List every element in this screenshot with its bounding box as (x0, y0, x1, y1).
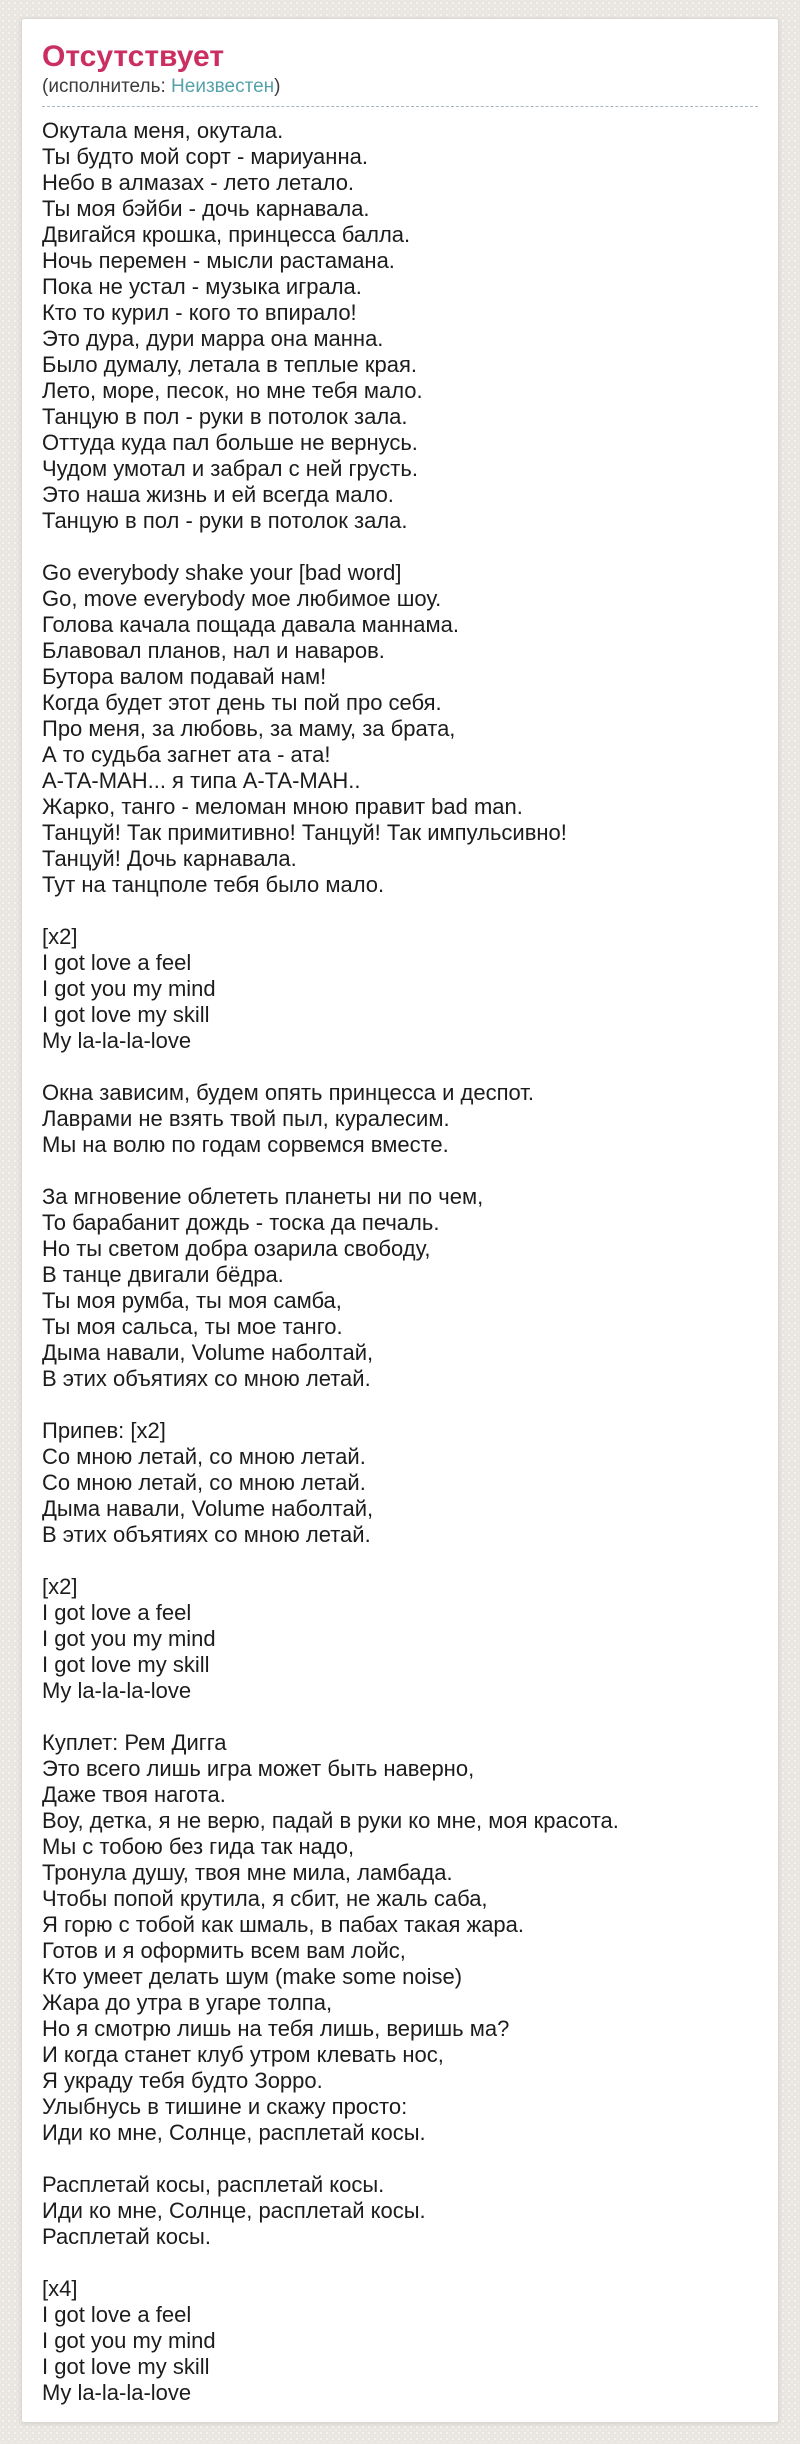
lyric-line: Готов и я оформить всем вам лойс, (42, 1938, 406, 1963)
lyric-line: Пока не устал - музыка играла. (42, 274, 362, 299)
lyric-line: Расплетай косы, расплетай косы. (42, 2172, 385, 2197)
lyric-line: Ночь перемен - мысли растамана. (42, 248, 395, 273)
lyric-line: И когда станет клуб утром клевать нос, (42, 2042, 444, 2067)
lyric-line: I got love my skill (42, 1652, 210, 1677)
lyric-line: [x4] (42, 2276, 78, 2301)
lyric-line: Со мною летай, со мною летай. (42, 1444, 366, 1469)
lyric-line: Блавовал планов, нал и наваров. (42, 638, 385, 663)
lyric-line: Танцуй! Так примитивно! Танцуй! Так импульсивно! (42, 820, 567, 845)
lyric-blank-line (42, 2250, 758, 2276)
lyric-line: Мы на волю по годам сорвемся вместе. (42, 1132, 449, 1157)
lyric-line: Жарко, танго - меломан мною правит bad man. (42, 794, 523, 819)
lyric-line: Жара до утра в угаре толпа, (42, 1990, 333, 2015)
lyric-line: Иди ко мне, Солнце, расплетай косы. (42, 2120, 426, 2145)
lyric-blank-line (42, 534, 758, 560)
lyric-line: Про меня, за любовь, за маму, за брата, (42, 716, 456, 741)
lyric-line: Оттуда куда пал больше не вернусь. (42, 430, 418, 455)
lyric-line: Воу, детка, я не верю, падай в руки ко мне, моя красота. (42, 1808, 619, 1833)
lyric-line: Ты моя румба, ты моя самба, (42, 1288, 342, 1313)
lyric-line: My la-la-la-love (42, 2380, 192, 2405)
lyric-blank-line (42, 1392, 758, 1418)
lyric-line: В этих объятиях со мною летай. (42, 1522, 371, 1547)
lyric-line: Это всего лишь игра может быть наверно, (42, 1756, 475, 1781)
lyric-line: Я горю с тобой как шмаль, в пабах такая жара. (42, 1912, 525, 1937)
lyrics-card (21, 18, 779, 2423)
lyric-line: My la-la-la-love (42, 1678, 192, 1703)
lyric-line: [x2] (42, 1574, 78, 1599)
lyric-blank-line (42, 898, 758, 924)
lyric-blank-line (42, 2146, 758, 2172)
lyric-line: За мгновение облететь планеты ни по чем, (42, 1184, 484, 1209)
lyric-line: Двигайся крошка, принцесса балла. (42, 222, 411, 247)
lyric-line: Ты моя сальса, ты мое танго. (42, 1314, 343, 1339)
lyric-line: Но ты светом добра озарила свободу, (42, 1236, 431, 1261)
lyric-line: I got love my skill (42, 2354, 210, 2379)
lyric-line: Лето, море, песок, но мне тебя мало. (42, 378, 423, 403)
lyric-line: Даже твоя нагота. (42, 1782, 226, 1807)
lyric-line: Танцую в пол - руки в потолок зала. (42, 508, 408, 533)
lyric-line: Ты моя бэйби - дочь карнавала. (42, 196, 370, 221)
lyric-line: I got you my mind (42, 2328, 216, 2353)
lyric-line: Иди ко мне, Солнце, расплетай косы. (42, 2198, 426, 2223)
lyric-blank-line (42, 1704, 758, 1730)
lyrics-body (42, 118, 758, 2406)
lyric-line: Танцуй! Дочь карнавала. (42, 846, 297, 871)
lyric-line: В этих объятиях со мною летай. (42, 1366, 371, 1391)
lyric-line: Окна зависим, будем опять принцесса и деспот. (42, 1080, 534, 1105)
song-title: Отсутствует (42, 40, 225, 73)
lyric-blank-line (42, 1158, 758, 1184)
lyric-line: Припев: [x2] (42, 1418, 166, 1443)
artist-line (42, 76, 758, 107)
artist-label-suffix: ) (274, 76, 281, 97)
lyric-line: Чудом умотал и забрал с ней грусть. (42, 456, 418, 481)
lyric-line: Лаврами не взять твой пыл, куралесим. (42, 1106, 450, 1131)
artist-link[interactable]: Неизвестен (171, 76, 275, 97)
lyric-line: Чтобы попой крутила, я сбит, не жаль саба, (42, 1886, 488, 1911)
lyric-line: Это наша жизнь и ей всегда мало. (42, 482, 394, 507)
lyric-line: Go everybody shake your [bad word] (42, 560, 402, 585)
lyric-line: Дыма навали, Volume наболтай, (42, 1496, 374, 1521)
lyric-line: Улыбнусь в тишине и скажу просто: (42, 2094, 408, 2119)
lyric-line: Go, move everybody мое любимое шоу. (42, 586, 442, 611)
lyric-line: Небо в алмазах - лето летало. (42, 170, 355, 195)
lyric-blank-line (42, 1054, 758, 1080)
lyric-line: Кто умеет делать шум (make some noise) (42, 1964, 463, 1989)
lyric-line: I got you my mind (42, 976, 216, 1001)
lyric-line: Это дура, дури марра она манна. (42, 326, 384, 351)
lyric-line: Но я смотрю лишь на тебя лишь, веришь ма? (42, 2016, 510, 2041)
lyric-blank-line (42, 1548, 758, 1574)
lyric-line: Ты будто мой сорт - мариуанна. (42, 144, 368, 169)
lyric-line: My la-la-la-love (42, 1028, 192, 1053)
lyric-line: Я украду тебя будто Зорро. (42, 2068, 323, 2093)
lyric-line: То барабанит дождь - тоска да печаль. (42, 1210, 440, 1235)
lyric-line: I got love a feel (42, 950, 192, 975)
lyric-line: [x2] (42, 924, 78, 949)
lyric-line: Мы с тобою без гида так надо, (42, 1834, 355, 1859)
lyric-line: А то судьба загнет ата - ата! (42, 742, 331, 767)
lyric-line: Было думалу, летала в теплые края. (42, 352, 417, 377)
lyric-line: В танце двигали бёдра. (42, 1262, 284, 1287)
lyric-line: Кто то курил - кого то впирало! (42, 300, 357, 325)
lyric-line: Тут на танцполе тебя было мало. (42, 872, 385, 897)
lyric-line: Тронула душу, твоя мне мила, ламбада. (42, 1860, 453, 1885)
lyric-line: Бутора валом подавай нам! (42, 664, 327, 689)
lyric-line: I got love a feel (42, 1600, 192, 1625)
lyric-line: Со мною летай, со мною летай. (42, 1470, 366, 1495)
lyric-line: Голова качала пощада давала маннама. (42, 612, 460, 637)
lyric-line: Когда будет этот день ты пой про себя. (42, 690, 442, 715)
lyric-line: А-ТА-МАН... я типа А-ТА-МАН.. (42, 768, 361, 793)
artist-label-prefix: (исполнитель: (42, 76, 172, 97)
lyric-line: Куплет: Рем Дигга (42, 1730, 227, 1755)
lyric-line: I got love a feel (42, 2302, 192, 2327)
lyric-line: I got you my mind (42, 1626, 216, 1651)
lyric-line: Расплетай косы. (42, 2224, 211, 2249)
lyric-line: Окутала меня, окутала. (42, 118, 284, 143)
lyric-line: Танцую в пол - руки в потолок зала. (42, 404, 408, 429)
lyric-line: I got love my skill (42, 1002, 210, 1027)
lyric-line: Дыма навали, Volume наболтай, (42, 1340, 374, 1365)
